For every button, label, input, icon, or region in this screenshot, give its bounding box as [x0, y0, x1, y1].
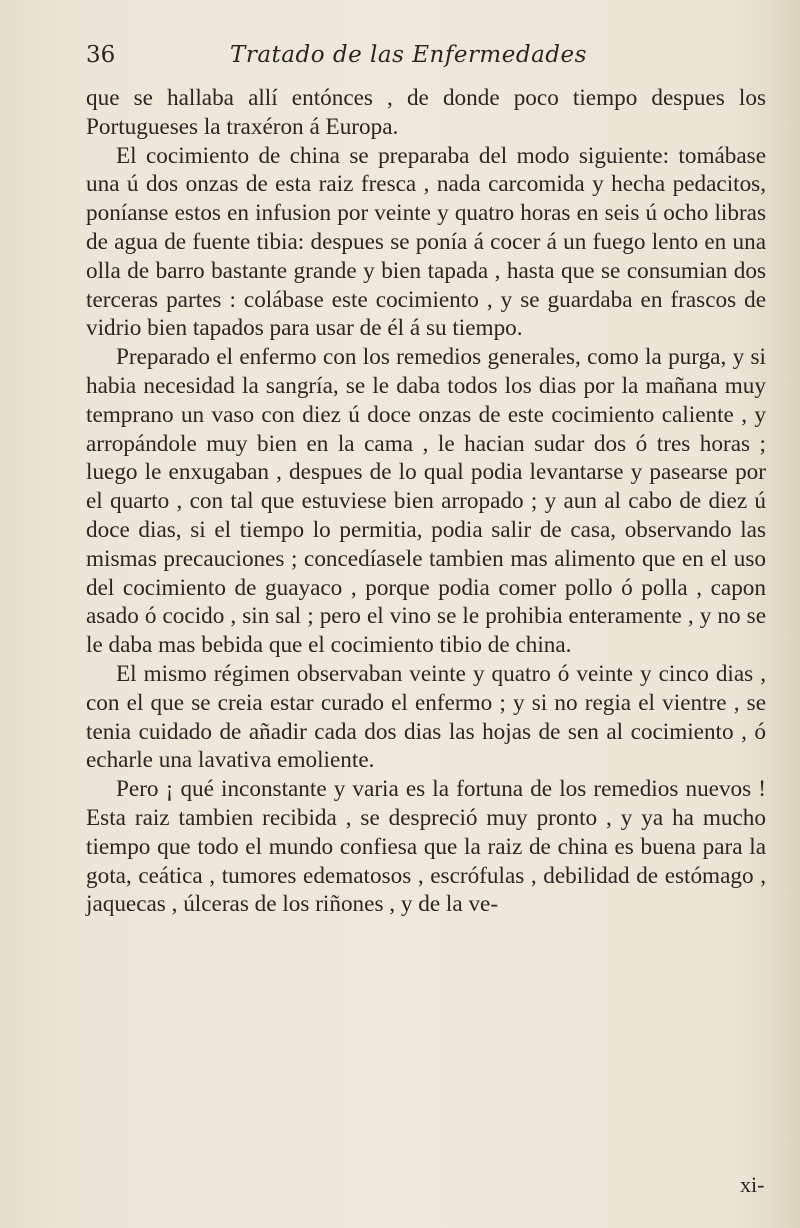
paragraph: Preparado el enfermo con los remedios generales, como la purga, y si habia necesidad la sangría, se le daba todos los dias por la mañana muy temprano un vaso con diez ú doce onzas de este cocimiento caliente , y arropándole muy bien en la cama , le hacian sudar dos ó tres horas ; luego le enxugaban , despues de lo qual podia levantarse y pasearse por el quarto , con tal que estuviese bien arropado ; y aun al cabo de diez ú doce dias, si el tiempo lo permitia, podia salir de casa, observando las mismas precauciones ; concedíasele tambien mas alimento que en el uso del cocimiento de guayaco , porque podia comer pollo ó polla , capon asado ó cocido , sin sal ; pero el vino se le prohibia enteramente , y no se le daba mas bebida que el cocimiento tibio de china. — [86, 344, 766, 659]
running-head: Tratado de las Enfermedades — [230, 42, 587, 68]
paragraph: que se hallaba allí entónces , de donde poco tiempo despues los Portugueses la traxéron á Europa. — [86, 85, 766, 140]
catchword: xi- — [740, 1172, 765, 1197]
paragraph: El mismo régimen observaban veinte y quatro ó veinte y cinco dias , con el que se creia estar curado el enfermo ; y si no regia el vientre , se tenia cuidado de añadir cada dos dias las hojas de sen al cocimiento , ó echarle una lavativa emoliente. — [86, 660, 766, 774]
page-header — [86, 38, 786, 78]
paragraph: Pero ¡ qué inconstante y varia es la fortuna de los remedios nuevos ! Esta raiz tambien recibida , se despreció muy pronto , y ya ha mucho tiempo que todo el mundo confiesa que la raiz de china es buena para la gota, ceática , tumores edematosos , escrófulas , debilidad de estómago , jaquecas , úlceras de los riñones , y de la ve- — [86, 776, 766, 918]
paragraph: El cocimiento de china se preparaba del modo siguiente: tomábase una ú dos onzas de esta raiz fresca , nada carcomida y hecha pedacitos, poníanse estos en infusion por veinte y quatro horas en seis ú ocho libras de agua de fuente tibia: despues se ponía á cocer á un fuego lento en una olla de barro bastante grande y bien tapada , hasta que se consumian dos terceras partes : colábase este cocimiento , y se guardaba en frascos de vidrio bien tapados para usar de él á su tiempo. — [86, 142, 766, 342]
page-number: 36 — [86, 42, 116, 68]
body-text — [86, 84, 766, 919]
